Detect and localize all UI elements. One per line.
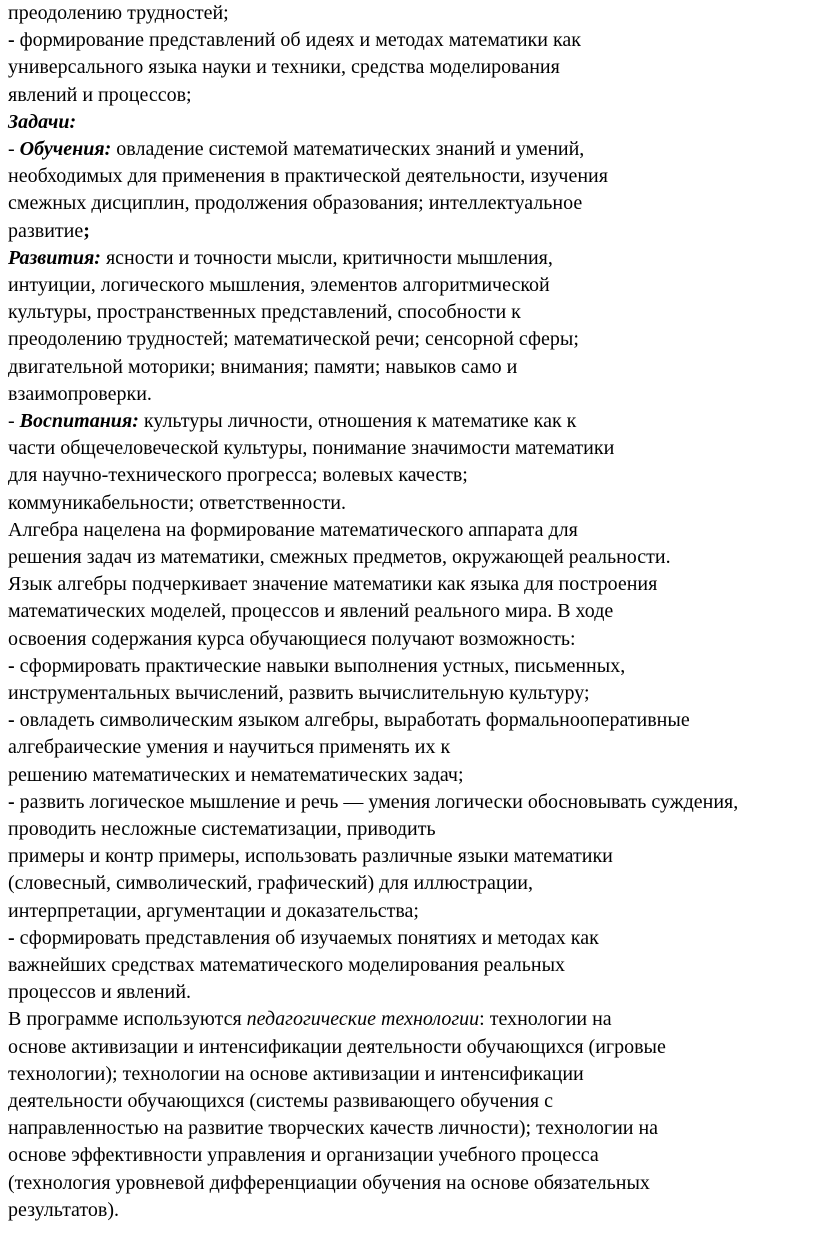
text-segment: Язык алгебры подчеркивает значение математики как языка для построения bbox=[8, 573, 658, 596]
text-segment: - bbox=[8, 654, 20, 677]
text-line bbox=[8, 272, 816, 299]
text-segment: интуиции, логического мышления, элементов алгоритмической bbox=[8, 274, 550, 296]
text-segment: коммуникабельности; ответственности. bbox=[8, 491, 347, 514]
text-line bbox=[8, 299, 816, 326]
text-line bbox=[8, 734, 816, 761]
text-segment: деятельности обучающихся (системы развивающего обучения с bbox=[8, 1090, 553, 1112]
text-line bbox=[8, 1006, 816, 1033]
text-line bbox=[8, 898, 816, 925]
text-line bbox=[8, 408, 816, 435]
text-segment: - bbox=[8, 29, 20, 52]
text-line bbox=[8, 762, 816, 789]
text-segment: - bbox=[8, 709, 20, 732]
text-line bbox=[8, 571, 816, 598]
text-segment: взаимопроверки. bbox=[8, 382, 152, 405]
text-line bbox=[8, 626, 816, 653]
text-segment: инструментальных вычислений, развить вычислительную культуру; bbox=[8, 682, 590, 704]
text-segment: основе активизации и интенсификации деятельности обучающихся (игровые bbox=[8, 1035, 666, 1058]
text-line bbox=[8, 1061, 816, 1088]
text-segment: преодолению трудностей; математической речи; сенсорной сферы; bbox=[8, 328, 579, 351]
text-segment: сформировать представления об изучаемых понятиях и методах как bbox=[19, 926, 599, 949]
text-segment: овладение системой математических знаний и умений, bbox=[111, 138, 585, 160]
text-segment: технологии); технологии на основе активизации и интенсификации bbox=[8, 1062, 584, 1085]
text-line bbox=[8, 1034, 816, 1061]
text-segment: Алгебра нацелена на формирование математического аппарата для bbox=[8, 518, 578, 541]
text-segment: явлений и процессов; bbox=[8, 83, 192, 106]
text-line bbox=[8, 109, 816, 136]
text-segment: направленностью на развитие творческих качеств личности); технологии на bbox=[8, 1117, 659, 1140]
text-segment: математических моделей, процессов и явлений реального мира. В ходе bbox=[8, 600, 614, 623]
section-heading-text: Задачи: bbox=[8, 110, 77, 133]
text-segment: решению математических и нематематических задач; bbox=[8, 763, 464, 786]
text-line bbox=[8, 707, 816, 734]
text-segment: формирование представлений об идеях и методах математики как bbox=[19, 29, 581, 52]
text-segment: универсального языка науки и техники, средства моделирования bbox=[8, 56, 560, 79]
text-line bbox=[8, 326, 816, 353]
text-line bbox=[8, 1115, 816, 1142]
text-segment: овладеть символическим языком алгебры, выработать формальнооперативные bbox=[19, 709, 690, 732]
text-segment: развитие bbox=[8, 219, 84, 242]
text-line bbox=[8, 843, 816, 870]
text-line bbox=[8, 1142, 816, 1169]
text-segment: важнейших средствах математического моделирования реальных bbox=[8, 954, 566, 976]
text-line bbox=[8, 490, 816, 517]
text-line bbox=[8, 462, 816, 489]
text-line bbox=[8, 598, 816, 625]
text-line bbox=[8, 1170, 816, 1197]
section-heading-text: Воспитания: bbox=[19, 410, 139, 432]
text-line bbox=[8, 1197, 816, 1224]
text-segment: процессов и явлений. bbox=[8, 981, 192, 1004]
text-line bbox=[8, 245, 816, 272]
text-segment: - bbox=[8, 926, 20, 949]
text-segment: необходимых для применения в практической деятельности, изучения bbox=[8, 165, 608, 188]
text-segment: результатов). bbox=[8, 1198, 119, 1221]
text-line bbox=[8, 163, 816, 190]
text-segment: интерпретации, аргументации и доказательства; bbox=[8, 899, 419, 922]
text-line bbox=[8, 816, 816, 843]
section-heading-text: Обучения: bbox=[19, 138, 112, 160]
text-line bbox=[8, 789, 816, 816]
text-segment: двигательной моторики; внимания; памяти; навыков само и bbox=[8, 355, 518, 378]
text-line bbox=[8, 1088, 816, 1115]
text-segment: смежных дисциплин, продолжения образования; интеллектуальное bbox=[8, 192, 583, 215]
text-line bbox=[8, 82, 816, 109]
text-segment: культуры, пространственных представлений, способности к bbox=[8, 301, 521, 324]
text-segment: алгебраические умения и научиться применять их к bbox=[8, 736, 451, 759]
text-segment: - bbox=[8, 138, 20, 160]
text-segment: - bbox=[8, 790, 20, 813]
text-segment: (технология уровневой дифференциации обучения на основе обязательных bbox=[8, 1171, 650, 1194]
text-line bbox=[8, 136, 816, 163]
text-line bbox=[8, 218, 816, 245]
text-segment: преодолению трудностей; bbox=[8, 2, 229, 24]
text-line bbox=[8, 435, 816, 462]
text-segment: для научно-технического прогресса; волевых качеств; bbox=[8, 464, 468, 487]
text-segment: сформировать практические навыки выполнения устных, письменных, bbox=[19, 654, 626, 677]
text-segment: решения задач из математики, смежных предметов, окружающей реальности. bbox=[8, 546, 671, 568]
text-line bbox=[8, 952, 816, 979]
text-line bbox=[8, 517, 816, 544]
text-segment: примеры и контр примеры, использовать различные языки математики bbox=[8, 845, 613, 868]
text-segment: части общечеловеческой культуры, понимание значимости математики bbox=[8, 437, 615, 460]
text-segment: : технологии на bbox=[479, 1008, 612, 1031]
text-segment: основе эффективности управления и организации учебного процесса bbox=[8, 1144, 599, 1167]
text-line bbox=[8, 544, 816, 571]
text-line bbox=[8, 27, 816, 54]
text-segment: освоения содержания курса обучающиеся получают возможность: bbox=[8, 627, 576, 650]
text-line bbox=[8, 653, 816, 680]
text-line bbox=[8, 54, 816, 81]
text-segment: культуры личности, отношения к математике как к bbox=[138, 410, 577, 432]
text-segment: - bbox=[8, 410, 20, 432]
text-line bbox=[8, 925, 816, 952]
text-line bbox=[8, 354, 816, 381]
text-line bbox=[8, 190, 816, 217]
text-segment: ясности и точности мысли, критичности мышления, bbox=[100, 246, 553, 269]
text-segment: В программе используются bbox=[8, 1008, 247, 1031]
text-segment: проводить несложные систематизации, приводить bbox=[8, 818, 436, 840]
text-segment: развить логическое мышление и речь — умения логически обосновывать суждения, bbox=[19, 790, 739, 813]
text-segment: ; bbox=[83, 219, 90, 242]
text-line bbox=[8, 979, 816, 1006]
text-line bbox=[8, 870, 816, 897]
section-heading-text: Развития: bbox=[8, 246, 101, 269]
text-segment: педагогические технологии bbox=[246, 1008, 480, 1031]
text-segment: (словесный, символический, графический) для иллюстрации, bbox=[8, 872, 533, 895]
text-line bbox=[8, 381, 816, 408]
text-line bbox=[8, 680, 816, 707]
text-line bbox=[8, 0, 816, 27]
